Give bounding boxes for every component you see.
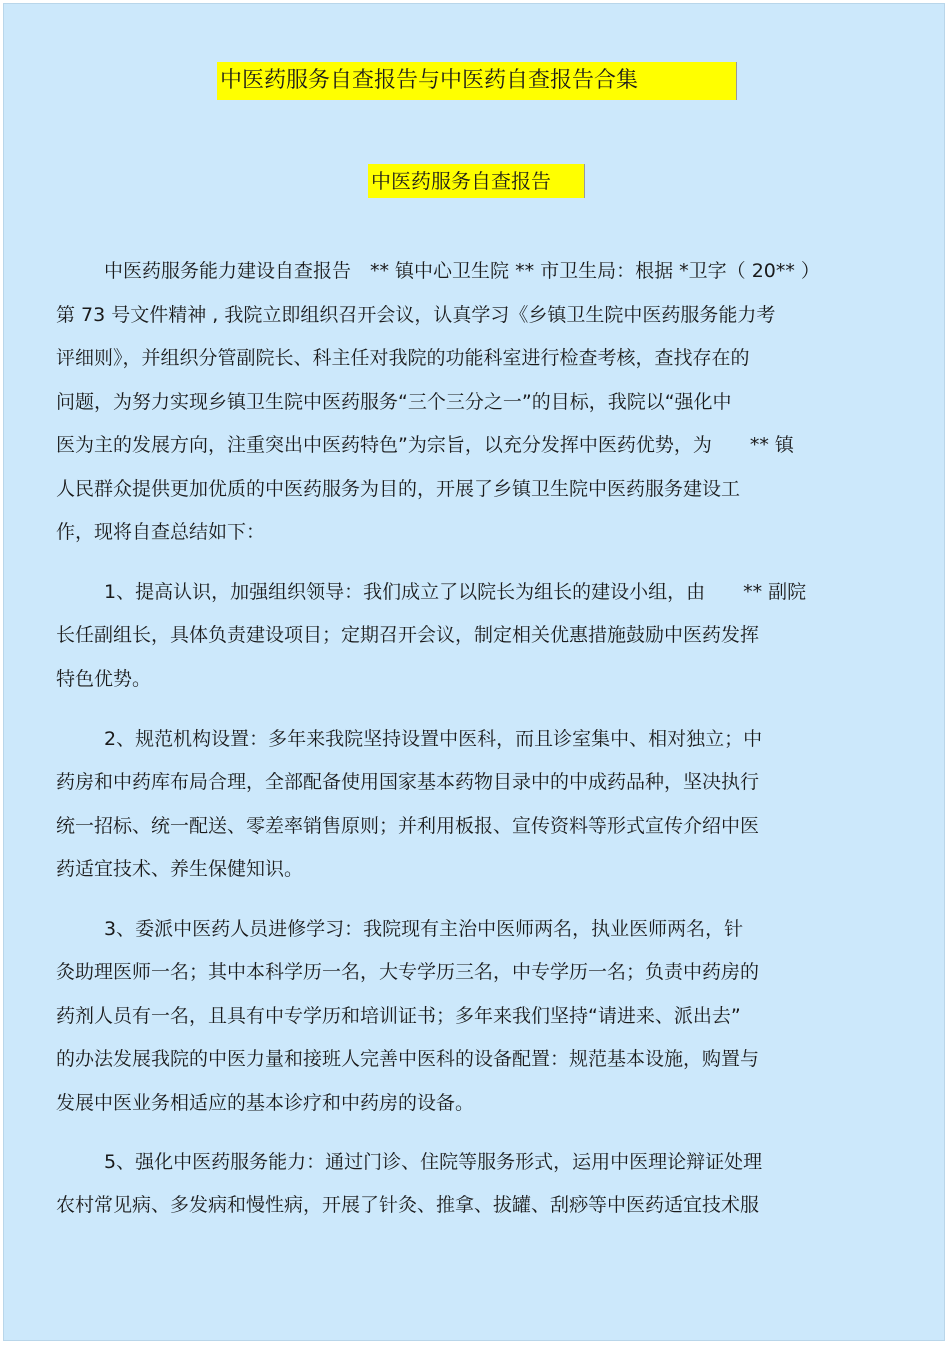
- paragraph-3-line-4: 药适宜技术、养生保健知识。: [56, 858, 304, 880]
- paragraph-4-line-1: 3、委派中医药人员进修学习：我院现有主治中医师两名，执业医师两名，针: [104, 918, 744, 940]
- paragraph-1-line-6: 人民群众提供更加优质的中医药服务为目的，开展了乡镇卫生院中医药服务建设工: [56, 478, 741, 500]
- section-title: 中医药服务自查报告: [368, 164, 585, 198]
- paragraph-1-line-5: 医为主的发展方向，注重突出中医药特色”为宗旨，以充分发挥中医药优势，为 ** 镇: [56, 434, 794, 456]
- paragraph-4-line-5: 发展中医业务相适应的基本诊疗和中药房的设备。: [56, 1092, 475, 1114]
- paragraph-1-line-1: 中医药服务能力建设自查报告 ** 镇中心卫生院 ** 市卫生局：根据 *卫字（ 20** ）: [104, 260, 820, 282]
- document-title: 中医药服务自查报告与中医药自查报告合集: [217, 62, 737, 100]
- paragraph-3-line-1: 2、规范机构设置：多年来我院坚持设置中医科，而且诊室集中、相对独立；中: [104, 728, 763, 750]
- paragraph-3-line-3: 统一招标、统一配送、零差率销售原则；并利用板报、宣传资料等形式宣传介绍中医: [56, 815, 760, 837]
- paragraph-5-line-2: 农村常见病、多发病和慢性病，开展了针灸、推拿、拔罐、刮痧等中医药适宜技术服: [56, 1194, 760, 1216]
- paragraph-1-line-7: 作，现将自查总结如下：: [56, 521, 266, 543]
- paragraph-2-line-1: 1、提高认识，加强组织领导：我们成立了以院长为组长的建设小组，由 ** 副院: [104, 581, 807, 603]
- paragraph-4-line-2: 灸助理医师一名；其中本科学历一名，大专学历三名，中专学历一名；负责中药房的: [56, 961, 760, 983]
- paragraph-2-line-2: 长任副组长，具体负责建设项目；定期召开会议，制定相关优惠措施鼓励中医药发挥: [56, 624, 760, 646]
- paragraph-1-line-4: 问题，为努力实现乡镇卫生院中医药服务“三个三分之一”的目标，我院以“强化中: [56, 391, 732, 413]
- paragraph-5-line-1: 5、强化中医药服务能力：通过门诊、住院等服务形式，运用中医理论辩证处理: [104, 1151, 763, 1173]
- paragraph-2-line-3: 特色优势。: [56, 668, 152, 690]
- paragraph-4-line-3: 药剂人员有一名，且具有中专学历和培训证书；多年来我们坚持“请进来、派出去”: [56, 1005, 741, 1027]
- paragraph-1-line-3: 评细则》，并组织分管副院长、科主任对我院的功能科室进行检查考核，查找存在的: [56, 347, 750, 369]
- paragraph-1-line-2: 第 73 号文件精神 , 我院立即组织召开会议，认真学习《乡镇卫生院中医药服务能力考: [56, 304, 776, 326]
- paragraph-4-line-4: 的办法发展我院的中医力量和接班人完善中医科的设备配置：规范基本设施，购置与: [56, 1048, 760, 1070]
- paragraph-3-line-2: 药房和中药库布局合理，全部配备使用国家基本药物目录中的中成药品种，坚决执行: [56, 771, 760, 793]
